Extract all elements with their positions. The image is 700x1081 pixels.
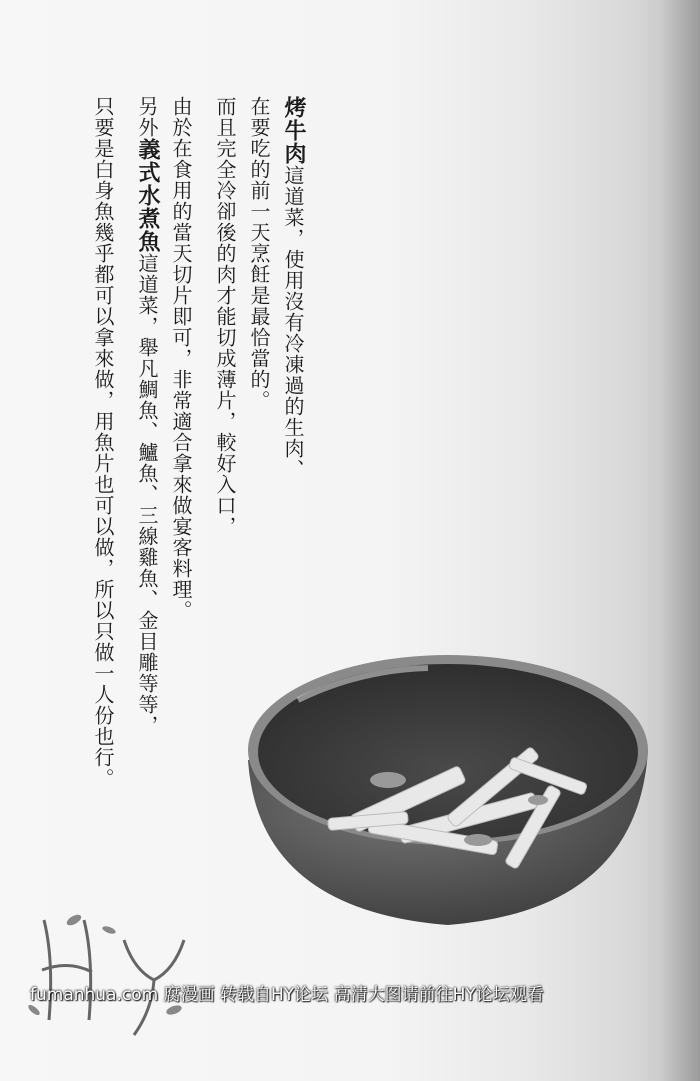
hy-logo [14, 900, 214, 1050]
text-column-6: 只要是白身魚幾乎都可以拿來做，用魚片也可以做，所以只做一人份也行。 [91, 96, 115, 789]
roast-beef-title: 烤牛肉 [281, 96, 306, 165]
text-column-5-rest: 這道菜，舉凡鯛魚、鱸魚、三線雞魚、金目雕等等， [135, 253, 159, 736]
text-column-5 [130, 96, 164, 789]
watermark-text: fumanhua.com 腐漫画 转载自HY论坛 高清大图请前往HY论坛观看 [30, 985, 544, 1005]
text-column-3: 而且完全冷卻後的肉才能切成薄片，較好入口， [213, 96, 237, 537]
text-column-2: 在要吃的前一天烹飪是最恰當的。 [247, 96, 271, 411]
spine-shadow [660, 0, 700, 1081]
bowl-illustration [238, 640, 658, 940]
text-column-1-rest: 這道菜，使用沒有冷凍過的生肉、 [281, 165, 305, 480]
hy-logo-mark [14, 900, 214, 1050]
text-column-4: 由於在食用的當天切片即可，非常適合拿來做宴客料理。 [169, 96, 193, 621]
text-column-5-pre: 另外 [135, 96, 159, 138]
bowl-photo [238, 640, 658, 940]
acqua-pazza-title: 義式水煮魚 [135, 138, 160, 253]
